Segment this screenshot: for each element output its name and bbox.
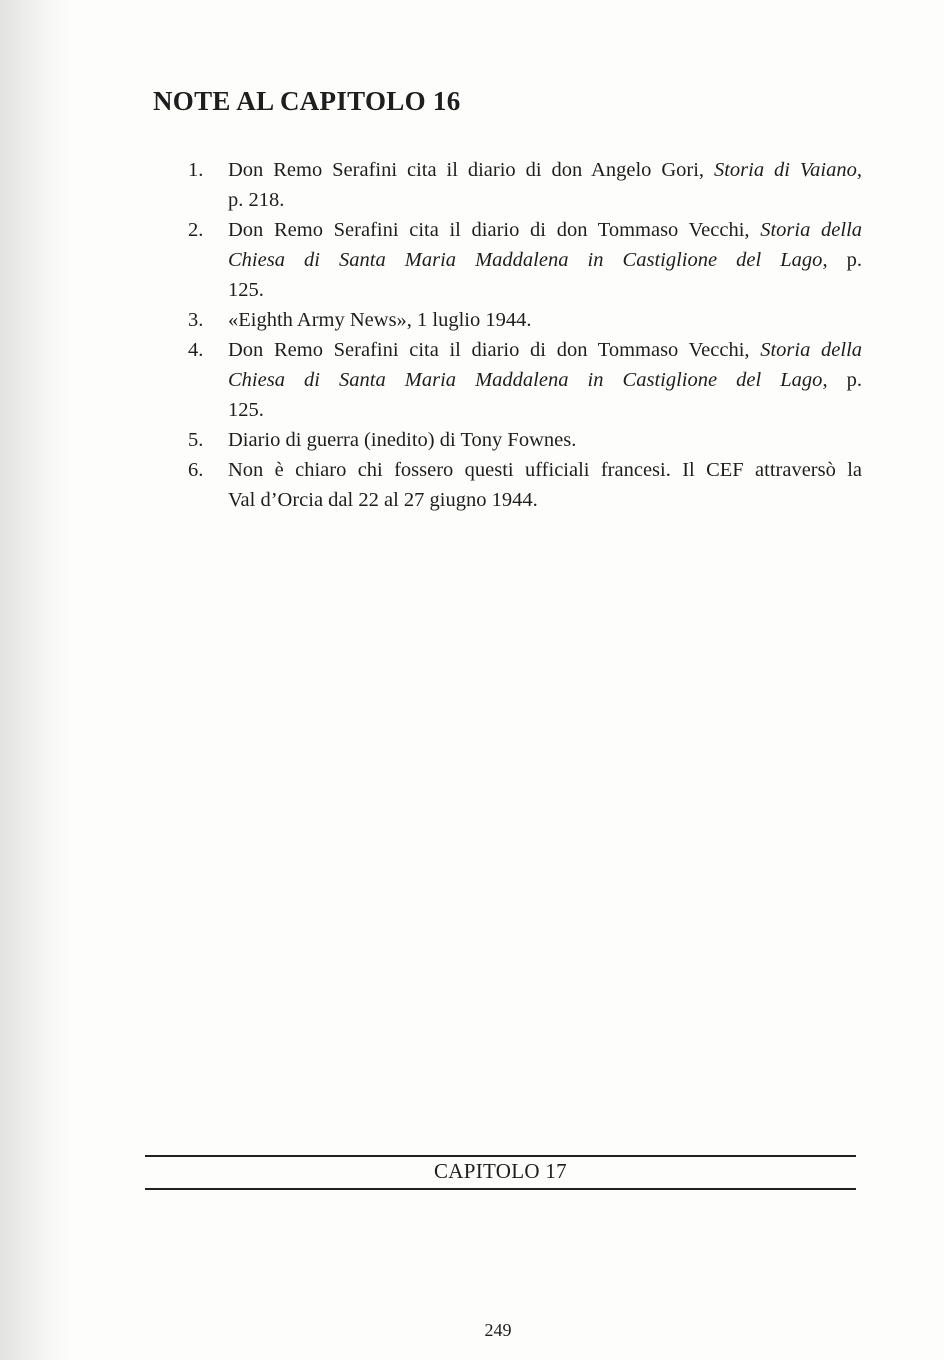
note-line-title: Storia della [760,219,863,241]
notes-list [188,155,862,515]
note-line-text: Val d’Orcia dal 22 al 27 giugno 1944. [228,489,538,511]
note-line [228,245,862,275]
note-item [188,155,862,215]
note-number: 6. [188,459,204,481]
note-line-text: Don Remo Serafini cita il diario di don Tommaso Vecchi, [228,339,761,361]
note-line-text: Don Remo Serafini cita il diario di don Angelo Gori, [228,159,714,181]
page-gutter-shadow [0,0,70,1360]
note-line [228,485,862,515]
note-line [228,365,862,395]
note-text [228,455,862,515]
note-line-title: Chiesa di Santa Maria Maddalena in Castiglione del Lago [228,249,823,271]
note-line [228,275,862,305]
note-number: 1. [188,159,204,181]
note-line-text: 125. [228,399,264,421]
note-text [228,215,862,305]
note-item [188,455,862,515]
page-number: 249 [484,1320,512,1340]
note-text [228,425,862,455]
note-line-text: p. 218. [228,189,285,211]
note-line-text: 125. [228,279,264,301]
note-number: 4. [188,339,204,361]
note-item [188,335,862,425]
note-line [228,455,862,485]
note-line-title: Storia della [760,339,863,361]
note-item [188,425,862,455]
note-line [228,395,862,425]
note-line [228,155,862,185]
note-number: 5. [188,429,204,451]
note-number: 3. [188,309,204,331]
note-line-text: Diario di guerra (inedito) di Tony Fownes. [228,429,577,451]
note-line-title: Storia di Vaiano [713,159,857,181]
note-line [228,425,862,455]
chapter-notes-heading: NOTE AL CAPITOLO 16 [153,86,461,116]
note-line [228,335,862,365]
note-line-suffix: , p. [822,249,863,271]
note-line-title: Chiesa di Santa Maria Maddalena in Castiglione del Lago [228,369,823,391]
chapter-rule-bottom [145,1188,856,1190]
note-line-suffix: , p. [822,369,863,391]
note-text [228,155,862,215]
note-item [188,215,862,305]
note-line-text: «Eighth Army News», 1 luglio 1944. [228,309,532,331]
note-text [228,335,862,425]
note-number: 2. [188,219,204,241]
note-line [228,185,862,215]
note-line-text: Non è chiaro chi fossero questi ufficiali francesi. Il CEF attraversò la [228,459,862,481]
next-chapter-label: CAPITOLO 17 [433,1159,567,1183]
note-text [228,305,862,335]
note-line [228,215,862,245]
note-line-text: Don Remo Serafini cita il diario di don Tommaso Vecchi, [228,219,761,241]
note-line-suffix: , [856,159,862,181]
chapter-rule-top [145,1155,856,1157]
note-line [228,305,862,335]
note-item [188,305,862,335]
